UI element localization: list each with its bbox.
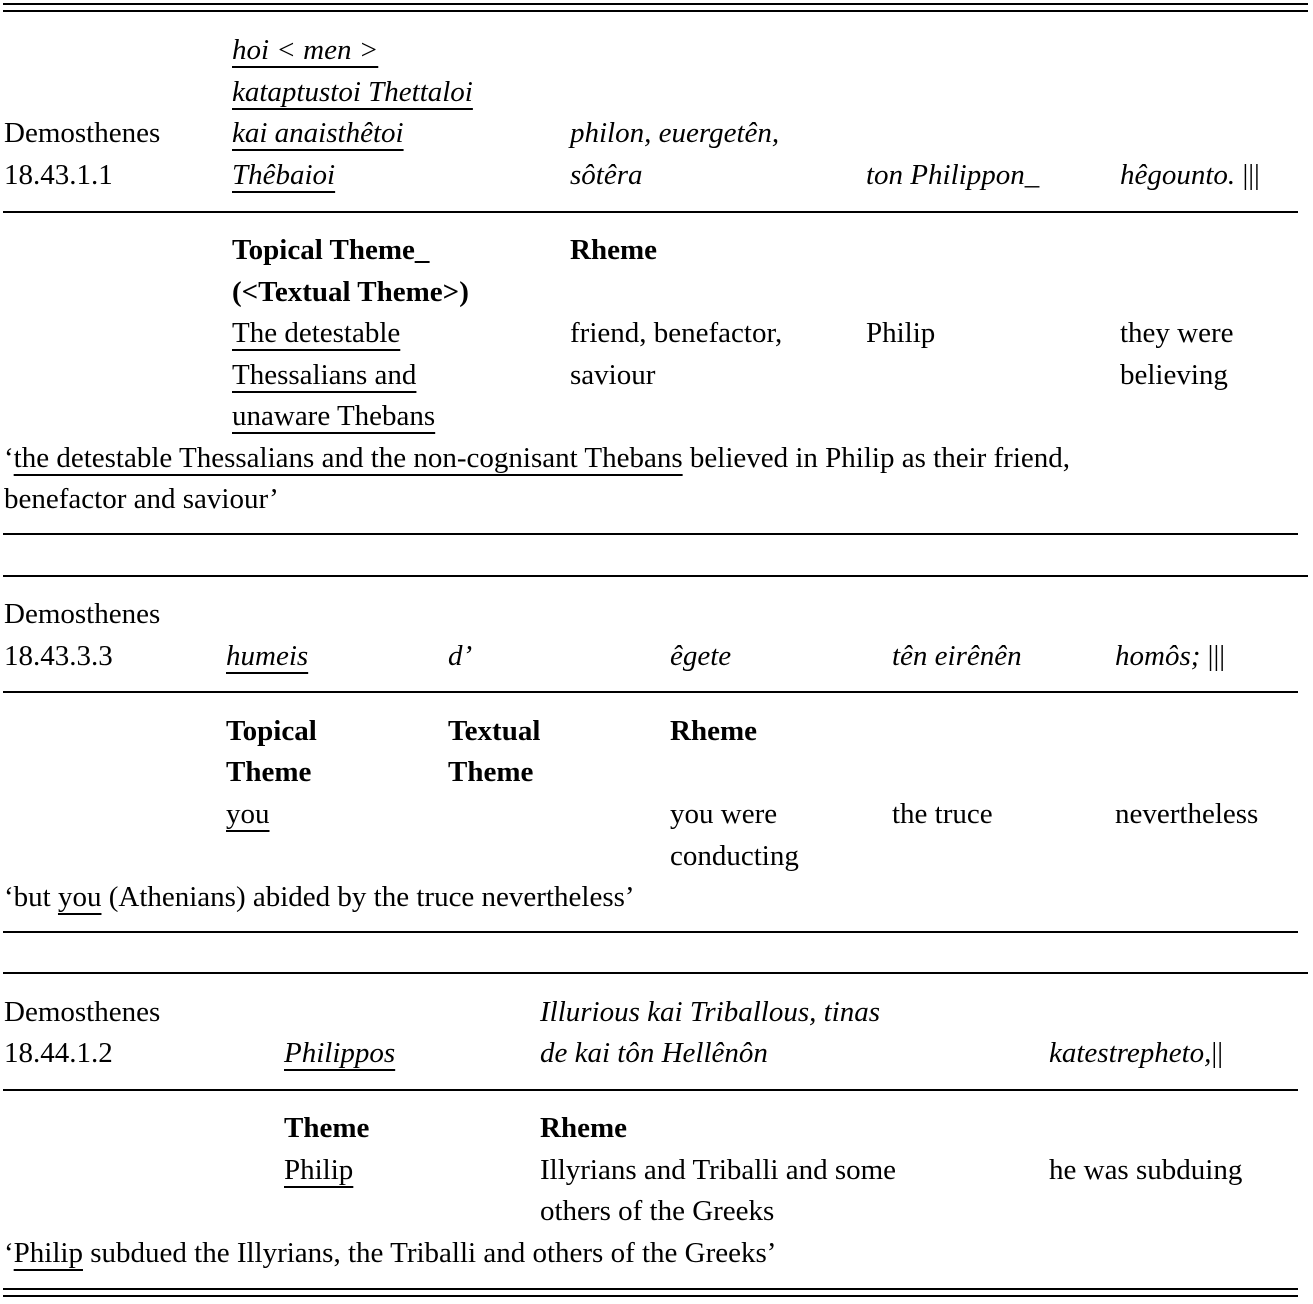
translation-theme: the detestable Thessalians and the non-cognisant Thebans xyxy=(13,442,683,474)
label-textual-theme: (<Textual Theme>) xyxy=(232,276,469,308)
greek-theme: kai anaisthêtoi xyxy=(232,117,404,149)
translation: ‘but you (Athenians) abided by the truce nevertheless’ xyxy=(4,881,635,913)
top-rule xyxy=(3,10,1308,12)
clause-boundary-marker: ||| xyxy=(1207,640,1226,672)
gloss-rheme: Illyrians and Triballi and some xyxy=(540,1154,897,1186)
gloss-rheme: others of the Greeks xyxy=(540,1195,775,1227)
gloss-theme: The detestable xyxy=(232,317,401,349)
label-theme: Theme xyxy=(284,1112,370,1144)
label-textual-theme: Textual xyxy=(448,715,541,747)
example-divider xyxy=(3,575,1308,577)
label-rheme: Rheme xyxy=(540,1112,627,1144)
greek-word: katestrepheto, xyxy=(1049,1037,1212,1069)
greek-word: d’ xyxy=(448,640,473,672)
source-ref: Demosthenes xyxy=(4,117,161,149)
greek-rheme: Illurious kai Triballous, tinas xyxy=(540,996,880,1028)
source-ref: 18.43.3.3 xyxy=(4,640,113,672)
gloss-word: he was subduing xyxy=(1049,1154,1243,1186)
greek-theme: humeis xyxy=(226,640,309,672)
greek-theme: Thêbaioi xyxy=(232,159,336,191)
greek-rheme: de kai tôn Hellênôn xyxy=(540,1037,768,1069)
gloss-theme: Thessalians and xyxy=(232,359,417,391)
translation-theme: you xyxy=(57,881,102,913)
gloss-word: the truce xyxy=(892,798,993,830)
label-rheme: Rheme xyxy=(570,234,657,266)
row-divider xyxy=(3,691,1298,693)
source-ref: Demosthenes xyxy=(4,598,161,630)
label-textual-theme: Theme xyxy=(448,756,534,788)
label-topical-theme: Theme xyxy=(226,756,312,788)
gloss-rheme: saviour xyxy=(570,359,656,391)
label-topical-theme: Topical xyxy=(226,715,317,747)
greek-rheme: philon, euergetên, xyxy=(570,117,780,149)
gloss-theme: Philip xyxy=(284,1154,354,1186)
gloss-theme: unaware Thebans xyxy=(232,400,436,432)
source-ref: 18.44.1.2 xyxy=(4,1037,113,1069)
greek-word: êgete xyxy=(670,640,732,672)
greek-theme: kataptustoi Thettaloi xyxy=(232,76,473,108)
label-topical-theme: Topical Theme_ xyxy=(232,234,430,266)
example-divider xyxy=(3,972,1308,974)
greek-theme: Philippos xyxy=(284,1037,396,1069)
translation: ‘Philip subdued the Illyrians, the Triballi and others of the Greeks’ xyxy=(4,1237,777,1269)
greek-word: tên eirênên xyxy=(892,640,1022,672)
example-divider xyxy=(3,931,1298,933)
label-rheme: Rheme xyxy=(670,715,757,747)
greek-rheme: sôtêra xyxy=(570,159,643,191)
gloss-word: you were xyxy=(670,798,778,830)
source-ref: 18.43.1.1 xyxy=(4,159,113,191)
bottom-rule xyxy=(3,1295,1298,1297)
gloss-word: conducting xyxy=(670,840,799,872)
translation-theme: Philip xyxy=(13,1237,83,1269)
gloss-word: Philip xyxy=(866,317,936,349)
gloss-word: believing xyxy=(1120,359,1228,391)
greek-theme: hoi < men > xyxy=(232,34,379,66)
greek-word: homôs; xyxy=(1115,640,1201,672)
bottom-rule xyxy=(3,1288,1298,1290)
source-ref: Demosthenes xyxy=(4,996,161,1028)
top-rule xyxy=(3,3,1308,5)
row-divider xyxy=(3,1089,1298,1091)
clause-boundary-marker: ||| xyxy=(1242,159,1260,191)
translation: ‘the detestable Thessalians and the non-cognisant Thebans believed in Philip as their friend, xyxy=(4,442,1071,474)
gloss-word: they were xyxy=(1120,317,1234,349)
clause-boundary-marker: || xyxy=(1211,1037,1224,1069)
greek-word: hêgounto. xyxy=(1120,159,1236,191)
gloss-theme: you xyxy=(226,798,270,830)
gloss-rheme: friend, benefactor, xyxy=(570,317,783,349)
example-divider xyxy=(3,533,1298,535)
greek-word: ton Philippon_ xyxy=(866,159,1040,191)
translation: benefactor and saviour’ xyxy=(4,483,279,515)
row-divider xyxy=(3,211,1298,213)
gloss-word: nevertheless xyxy=(1115,798,1259,830)
